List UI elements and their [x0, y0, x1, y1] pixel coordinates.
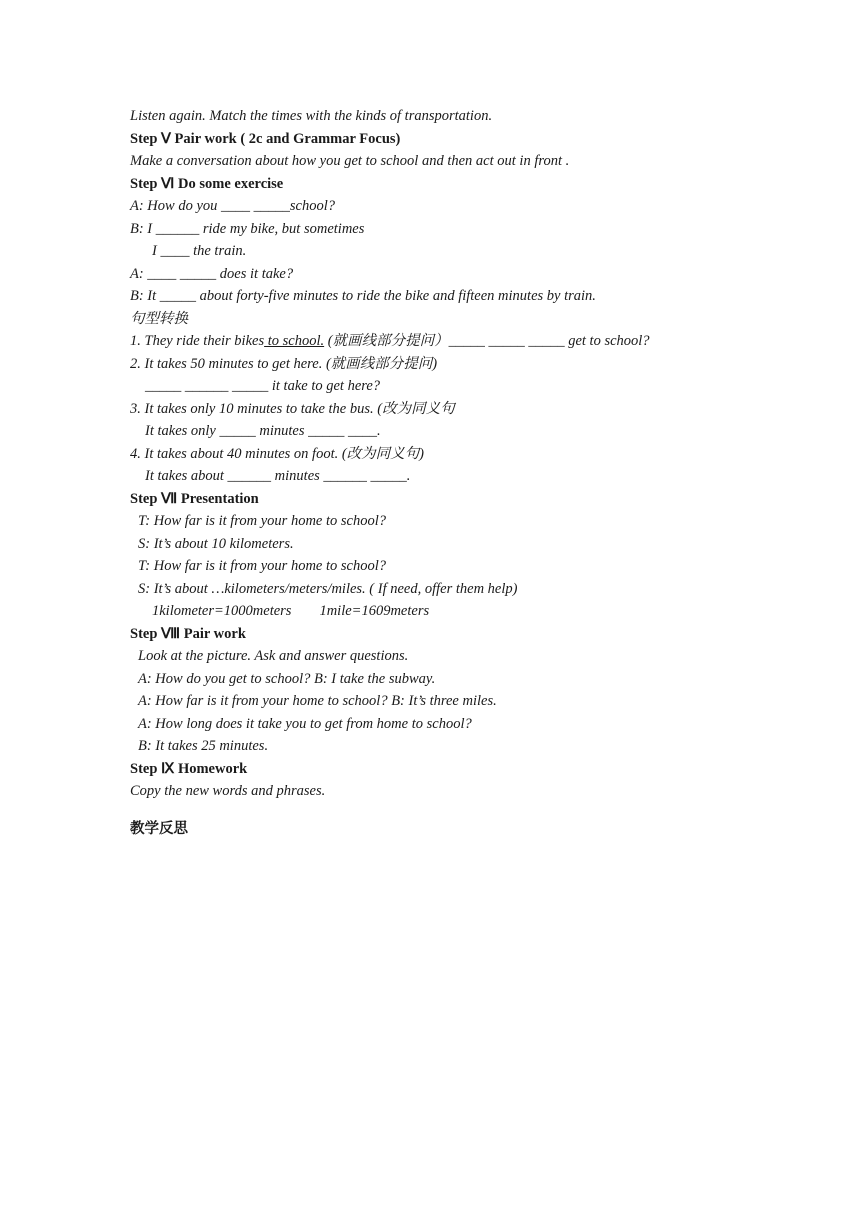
exercise-line-2: B: I ______ ride my bike, but sometimes	[130, 220, 365, 237]
transform-item-2: 2. It takes 50 minutes to get here. (就画线部分提问)	[130, 355, 438, 372]
transform-item-3-answer: It takes only _____ minutes _____ ____.	[145, 423, 381, 439]
pair-work-line-5: B: It takes 25 minutes.	[138, 738, 269, 754]
transform-item-1-end: (就画线部分提问）_____ _____ _____ get to school?	[324, 333, 650, 349]
kilometer-conversion: 1kilometer=1000meters	[152, 603, 292, 619]
step-5-heading: Step Ⅴ Pair work ( 2c and Grammar Focus)	[130, 130, 401, 147]
presentation-line-1: T: How far is it from your home to school?	[138, 513, 386, 529]
presentation-line-2: S: It’s about 10 kilometers.	[138, 535, 294, 552]
pair-work-line-4: A: How long does it take you to get from home to school?	[138, 715, 472, 732]
sentence-transform-heading: 句型转换	[130, 310, 188, 327]
presentation-line-3: T: How far is it from your home to school?	[138, 558, 386, 574]
transform-item-4-answer: It takes about ______ minutes ______ _____.	[145, 468, 411, 484]
pair-work-line-3: A: How far is it from your home to school? B: It’s three miles.	[138, 693, 497, 709]
presentation-line-4: S: It’s about …kilometers/meters/miles. ( If need, offer them help)	[138, 580, 518, 597]
transform-item-1-underlined: to school.	[264, 333, 325, 349]
document-page	[130, 105, 770, 840]
transform-item-4: 4. It takes about 40 minutes on foot. (改为同义句)	[130, 445, 424, 462]
listen-instruction: Listen again. Match the times with the kinds of transportation.	[130, 108, 493, 124]
exercise-line-3: I ____ the train.	[152, 243, 247, 259]
pair-work-line-2: A: How do you get to school? B: I take the subway.	[138, 670, 436, 687]
step-9-heading: Step Ⅸ Homework	[130, 760, 248, 777]
transform-item-1	[130, 330, 770, 353]
transform-item-3: 3. It takes only 10 minutes to take the bus. (改为同义句	[130, 400, 455, 417]
mile-conversion: 1mile=1609meters	[319, 603, 430, 619]
step-7-heading: Step Ⅶ Presentation	[130, 490, 259, 507]
exercise-line-1: A: How do you ____ _____school?	[130, 198, 335, 214]
step-6-heading: Step Ⅵ Do some exercise	[130, 175, 284, 192]
transform-item-1-start: 1. They ride their bikes	[130, 333, 265, 349]
step-8-heading: Step Ⅷ Pair work	[130, 625, 246, 642]
homework-line: Copy the new words and phrases.	[130, 783, 326, 799]
exercise-line-5: B: It _____ about forty-five minutes to ride the bike and fifteen minutes by train.	[130, 288, 596, 304]
teaching-reflection-heading: 教学反思	[130, 820, 188, 837]
pair-work-line-1: Look at the picture. Ask and answer questions.	[138, 648, 409, 664]
conversation-instruction: Make a conversation about how you get to school and then act out in front .	[130, 153, 570, 169]
unit-conversion	[130, 600, 770, 623]
transform-item-2-answer: _____ ______ _____ it take to get here?	[145, 378, 381, 394]
exercise-line-4: A: ____ _____ does it take?	[130, 265, 294, 282]
